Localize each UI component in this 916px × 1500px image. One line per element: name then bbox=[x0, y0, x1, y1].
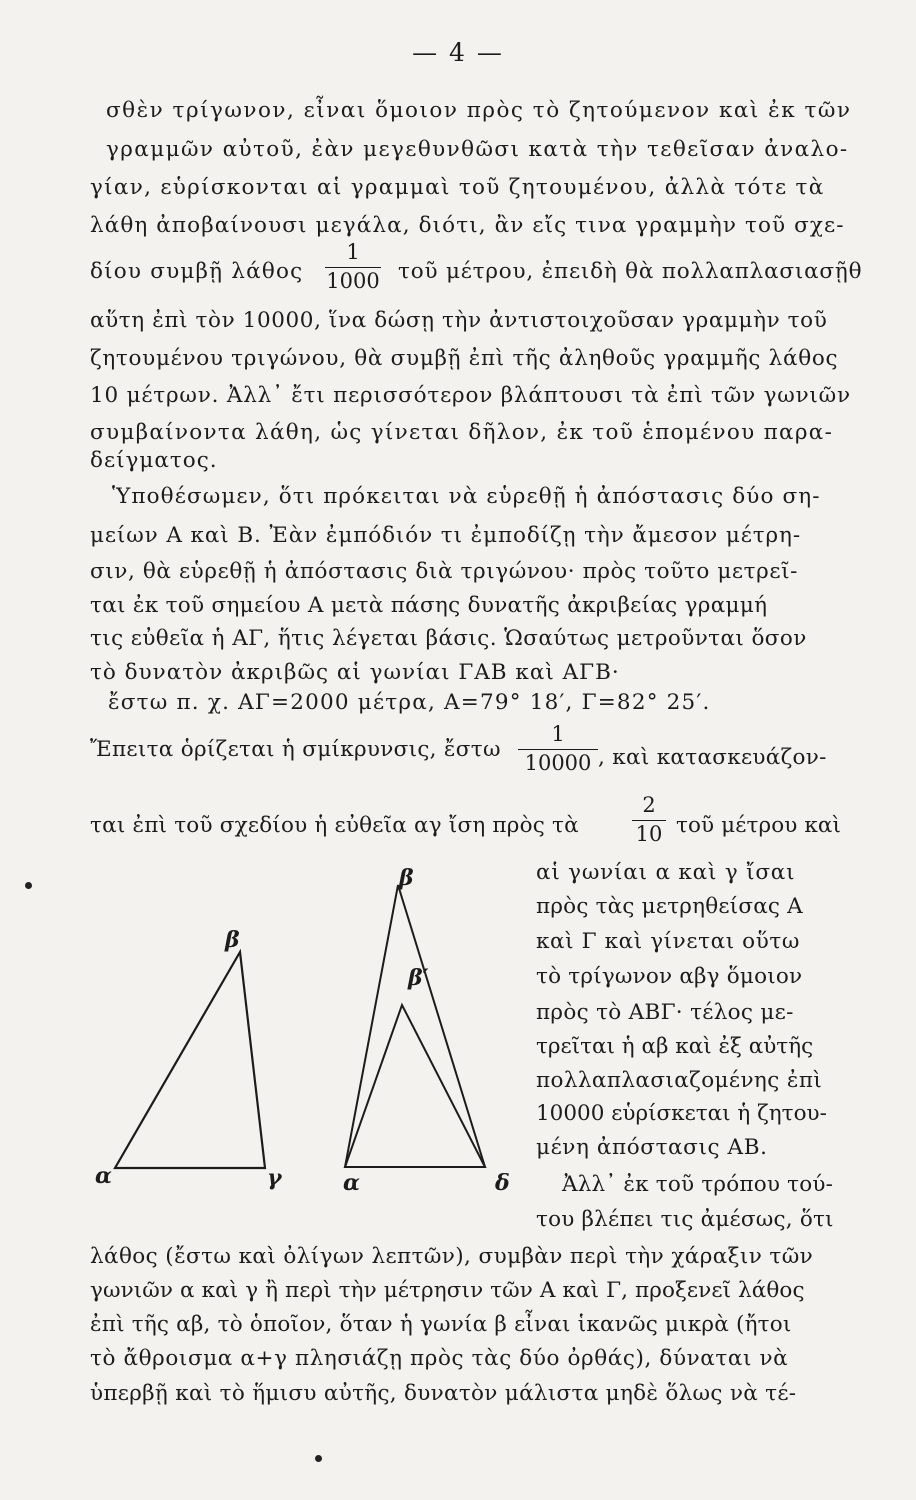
text-line: αὕτη ἐπὶ τὸν 10000, ἵνα δώσῃ τὴν ἀντιστοιχοῦσαν γραμμὴν τοῦ bbox=[90, 308, 828, 333]
left-triangle bbox=[115, 952, 265, 1168]
side-text-line: πολλαπλασιαζομένης ἐπὶ bbox=[536, 1068, 823, 1093]
fraction-scale bbox=[518, 722, 598, 775]
side-text-line: αἱ γωνίαι α καὶ γ ἴσαι bbox=[536, 860, 796, 885]
fraction-numerator: 1 bbox=[346, 240, 360, 264]
text-line: Ὑποθέσωμεν, ὅτι πρόκειται νὰ εὑρεθῇ ἡ ἀπόστασις δύο ση- bbox=[112, 484, 821, 509]
text-line: γωνιῶν α καὶ γ ἢ περὶ τὴν μέτρησιν τῶν Α καὶ Γ, προξενεῖ λάθος bbox=[90, 1278, 805, 1303]
text-line: γραμμῶν αὐτοῦ, ἐὰν μεγεθυνθῶσι κατὰ τὴν τεθεῖσαν ἀναλο- bbox=[106, 137, 849, 162]
text-line: συμβαίνοντα λάθη, ὡς γίνεται δῆλον, ἐκ τοῦ ἑπομένου παρα- bbox=[90, 420, 834, 445]
fraction-denominator: 1000 bbox=[326, 269, 380, 293]
fraction-two-tenths bbox=[632, 793, 666, 846]
text-line: ἔστω π. χ. ΑΓ=2000 μέτρα, Α=79° 18′, Γ=82° 25′. bbox=[108, 690, 711, 715]
right-triangles bbox=[345, 885, 485, 1167]
text-line: ὑπερβῇ καὶ τὸ ἥμισυ αὐτῆς, δυνατὸν μάλιστα μηδὲ ὅλως νὰ τέ- bbox=[90, 1381, 797, 1406]
label-left-gamma: γ bbox=[267, 1165, 282, 1191]
text-line: ται ἐκ τοῦ σημείου Α μετὰ πάσης δυνατῆς ἀκριβείας γραμμή bbox=[90, 593, 768, 618]
text-line: σθὲν τρίγωνον, εἶναι ὅμοιον πρὸς τὸ ζητούμενον καὶ ἐκ τῶν bbox=[106, 98, 852, 123]
side-text-line: τρεῖται ἡ αβ καὶ ἐξ αὐτῆς bbox=[536, 1034, 814, 1059]
text-line: λάθη ἀποβαίνουσι μεγάλα, διότι, ἂν εἴς τινα γραμμὴν τοῦ σχε- bbox=[90, 213, 845, 238]
text-line: τις εὐθεῖα ἡ ΑΓ, ἥτις λέγεται βάσις. Ὡσαύτως μετροῦνται ὅσον bbox=[90, 626, 807, 651]
text-line-fraction-end: , καὶ κατασκευάζον- bbox=[598, 745, 827, 770]
text-line-fraction-end: τοῦ μέτρου, ἐπειδὴ θὰ πολλαπλασιασῇθ bbox=[398, 259, 863, 284]
text-line: ζητουμένου τριγώνου, θὰ συμβῇ ἐπὶ τῆς ἀληθοῦς γραμμῆς λάθος bbox=[90, 346, 839, 371]
text-line: δείγματος. bbox=[90, 448, 218, 473]
text-line-fraction-start: Ἔπειτα ὁρίζεται ἡ σμίκρυνσις, ἔστω bbox=[90, 737, 501, 762]
text-line: τὸ ἄθροισμα α+γ πλησιάζῃ πρὸς τὰς δύο ὀρθάς), δύναται νὰ bbox=[90, 1346, 789, 1371]
fraction-denominator: 10 bbox=[632, 820, 666, 846]
fraction-numerator: 2 bbox=[642, 793, 656, 817]
fraction-denominator: 10000 bbox=[518, 749, 598, 775]
text-line-fraction-end: τοῦ μέτρου καὶ bbox=[676, 813, 842, 838]
text-line-fraction-start: ται ἐπὶ τοῦ σχεδίου ἡ εὐθεῖα αγ ἴση πρὸς τὰ bbox=[90, 813, 579, 838]
text-line-fraction-start: δίου συμβῇ λάθος bbox=[90, 259, 304, 284]
ink-dot bbox=[315, 1455, 322, 1462]
text-line: τὸ δυνατὸν ἀκριβῶς αἱ γωνίαι ΓΑΒ καὶ ΑΓΒ· bbox=[90, 660, 620, 685]
label-right-delta: δ bbox=[495, 1170, 510, 1195]
label-left-beta: β bbox=[225, 927, 240, 953]
side-text-line: 10000 εὑρίσκεται ἡ ζητου- bbox=[536, 1101, 827, 1126]
text-line: ἐπὶ τῆς αβ, τὸ ὁποῖον, ὅταν ἡ γωνία β εἶναι ἱκανῶς μικρὰ (ἤτοι bbox=[90, 1312, 792, 1337]
text-line: σιν, θὰ εὑρεθῇ ἡ ἀπόστασις διὰ τριγώνου· πρὸς τοῦτο μετρεῖ- bbox=[90, 559, 799, 584]
label-right-alpha: α bbox=[343, 1170, 360, 1195]
side-text-line: καὶ Γ καὶ γίνεται οὕτω bbox=[536, 929, 800, 954]
label-left-alpha: α bbox=[95, 1163, 112, 1189]
side-text-line: του βλέπει τις ἀμέσως, ὅτι bbox=[536, 1207, 834, 1232]
ink-dot bbox=[25, 882, 32, 889]
inner-triangle bbox=[345, 1005, 485, 1167]
triangle-figure bbox=[95, 855, 515, 1195]
text-line: γίαν, εὑρίσκονται αἱ γραμμαὶ τοῦ ζητουμένου, ἀλλὰ τότε τὰ bbox=[90, 175, 825, 200]
text-line: λάθος (ἔστω καὶ ὀλίγων λεπτῶν), συμβὰν περὶ τὴν χάραξιν τῶν bbox=[90, 1244, 814, 1269]
text-line: μείων Α καὶ Β. Ἐὰν ἐμπόδιόν τι ἐμποδίζῃ τὴν ἄμεσον μέτρη- bbox=[90, 523, 802, 548]
side-text-line: Ἀλλ᾽ ἐκ τοῦ τρόπου τού- bbox=[562, 1172, 834, 1197]
side-text-line: πρὸς τὸ ΑΒΓ· τέλος με- bbox=[536, 1000, 794, 1025]
fraction-one-thousandth bbox=[325, 240, 381, 293]
page-number: — 4 — bbox=[412, 38, 504, 67]
fraction-numerator: 1 bbox=[551, 722, 565, 746]
side-text-line: μένη ἀπόστασις ΑΒ. bbox=[536, 1135, 768, 1160]
side-text-line: πρὸς τὰς μετρηθείσας Α bbox=[536, 894, 803, 919]
triangle-abg bbox=[115, 952, 265, 1168]
label-right-beta-top: β bbox=[399, 865, 414, 891]
text-line: 10 μέτρων. Ἀλλ᾽ ἔτι περισσότερον βλάπτουσι τὰ ἐπὶ τῶν γωνιῶν bbox=[90, 383, 851, 408]
side-text-line: τὸ τρίγωνον αβγ ὅμοιον bbox=[536, 964, 803, 989]
label-right-beta-prime: β′ bbox=[408, 965, 429, 991]
